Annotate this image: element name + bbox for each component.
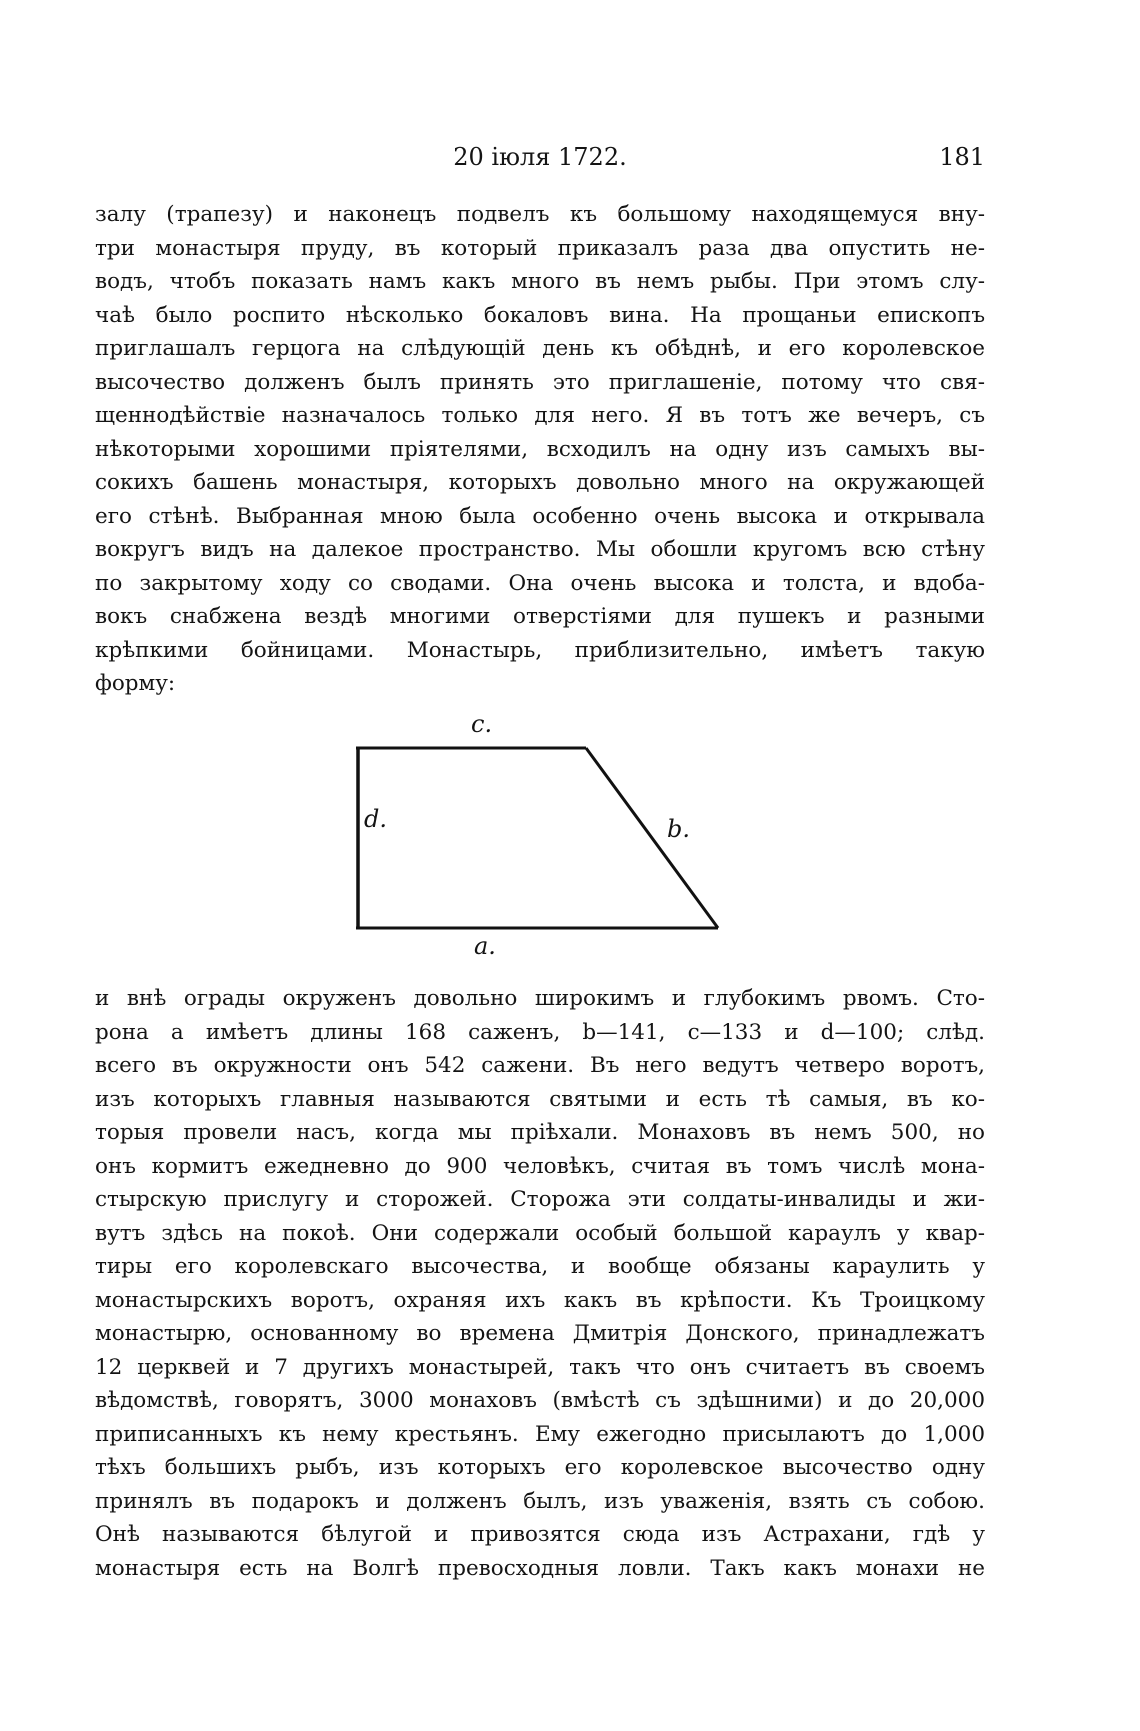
text-line: 12 церквей и 7 другихъ монастырей, такъ что онъ считаетъ въ своемъ bbox=[95, 1354, 985, 1380]
text-line: онъ кормитъ ежедневно до 900 человѣкъ, считая въ томъ числѣ мона- bbox=[95, 1153, 985, 1179]
text-line: водъ, чтобъ показать намъ какъ много въ немъ рыбы. При этомъ слу- bbox=[95, 269, 985, 294]
text-line: по закрытому ходу со сводами. Она очень высока и толста, и вдоба- bbox=[95, 570, 985, 596]
text-line: вутъ здѣсь на покоѣ. Они содержали особый большой караулъ у квар- bbox=[95, 1220, 985, 1246]
text-line: рона a имѣетъ длины 168 саженъ, b—141, c—133 и d—100; слѣд. bbox=[95, 1019, 985, 1045]
text-line: высочество долженъ былъ принять это приглашеніе, потому что свя- bbox=[95, 369, 985, 395]
text-line: вокъ снабжена вездѣ многими отверстіями для пушекъ и разными bbox=[95, 604, 985, 629]
text-line: стырскую прислугу и сторожей. Сторожа эти солдаты-инвалиды и жи- bbox=[95, 1187, 985, 1212]
label-b: b. bbox=[667, 815, 690, 843]
text-line: чаѣ было роспито нѣсколько бокаловъ вина. На прощаньи епископъ bbox=[95, 302, 985, 328]
running-header bbox=[95, 143, 985, 183]
text-line: принялъ въ подарокъ и долженъ былъ, изъ уваженія, взять съ собою. bbox=[95, 1488, 985, 1514]
text-line: форму: bbox=[95, 671, 176, 696]
paragraph-2 bbox=[95, 982, 985, 1585]
text-line: его стѣнѣ. Выбранная мною была особенно очень высока и открывала bbox=[95, 503, 985, 529]
text-line: и внѣ ограды окруженъ довольно широкимъ и глубокимъ рвомъ. Сто- bbox=[95, 986, 985, 1011]
text-line: залу (трапезу) и наконецъ подвелъ къ большому находящемуся вну- bbox=[95, 202, 985, 227]
text-line: приглашалъ герцога на слѣдующій день къ обѣднѣ, и его королевское bbox=[95, 336, 985, 361]
text-line: торыя провели насъ, когда мы пріѣхали. Монаховъ въ немъ 500, но bbox=[95, 1120, 985, 1145]
monastery-shape-figure bbox=[340, 705, 740, 975]
label-c: c. bbox=[471, 710, 493, 738]
text-line: сокихъ башень монастыря, которыхъ довольно много на окружающей bbox=[95, 470, 985, 495]
text-line: тѣхъ большихъ рыбъ, изъ которыхъ его королевское высочество одну bbox=[95, 1455, 985, 1480]
text-line: вѣдомствѣ, говорятъ, 3000 монаховъ (вмѣстѣ съ здѣшними) и до 20,000 bbox=[95, 1388, 985, 1413]
text-line: крѣпкими бойницами. Монастырь, приблизительно, имѣетъ такую bbox=[95, 637, 985, 663]
text-line: вокругъ видъ на далекое пространство. Мы обошли кругомъ всю стѣну bbox=[95, 537, 985, 562]
text-line: тиры его королевскаго высочества, и вообще обязаны караулить у bbox=[95, 1254, 985, 1279]
header-date: 20 іюля 1722. bbox=[453, 143, 627, 171]
label-a: a. bbox=[474, 932, 496, 960]
text-line: Онѣ называются бѣлугой и привозятся сюда изъ Астрахани, гдѣ у bbox=[95, 1522, 985, 1547]
text-line: щеннодѣйствіе назначалось только для него. Я въ тотъ же вечеръ, съ bbox=[95, 403, 985, 428]
label-d: d. bbox=[364, 805, 387, 833]
text-line: монастырю, основанному во времена Дмитрія Донского, принадлежатъ bbox=[95, 1321, 985, 1346]
text-line: три монастыря пруду, въ который приказалъ раза два опустить не- bbox=[95, 235, 985, 261]
text-line: изъ которыхъ главныя называются святыми и есть тѣ самыя, въ ко- bbox=[95, 1086, 985, 1112]
text-line: нѣкоторыми хорошими пріятелями, всходилъ на одну изъ самыхъ вы- bbox=[95, 436, 985, 462]
paragraph-1 bbox=[95, 198, 985, 701]
side-b-line bbox=[586, 748, 718, 928]
text-line: всего въ окружности онъ 542 сажени. Въ него ведутъ четверо воротъ, bbox=[95, 1053, 985, 1078]
page-number: 181 bbox=[939, 143, 985, 171]
text-line: приписанныхъ къ нему крестьянъ. Ему ежегодно присылаютъ до 1,000 bbox=[95, 1421, 985, 1447]
text-line: монастырскихъ воротъ, охраняя ихъ какъ въ крѣпости. Къ Троицкому bbox=[95, 1287, 985, 1313]
text-line: монастыря есть на Волгѣ превосходныя ловли. Такъ какъ монахи не bbox=[95, 1555, 985, 1581]
